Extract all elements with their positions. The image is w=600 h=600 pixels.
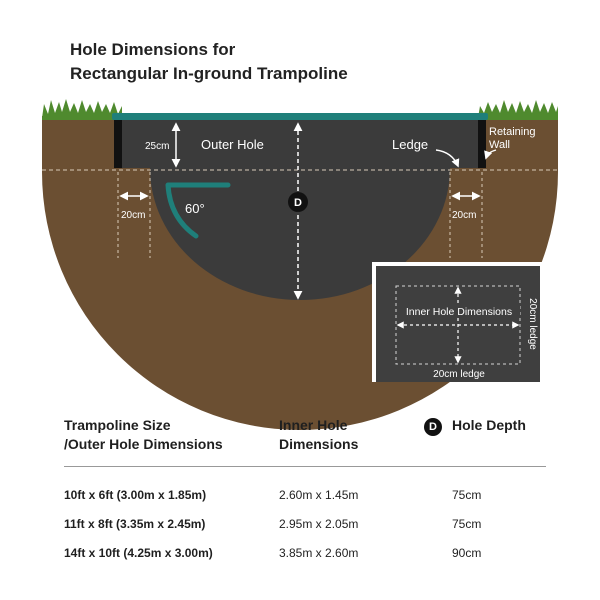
ledge-label: Ledge bbox=[392, 137, 429, 152]
retaining-wall-left bbox=[114, 118, 122, 168]
trampoline-frame bbox=[112, 113, 488, 120]
header-inner-line-2: Dimensions bbox=[279, 436, 359, 452]
ledge-left-label: 20cm bbox=[121, 210, 146, 221]
header-inner-line-1: Inner Hole bbox=[279, 417, 348, 433]
inset-bottom-label: 20cm ledge bbox=[433, 369, 485, 380]
row-3-depth: 90cm bbox=[452, 546, 482, 560]
title-line-2: Rectangular In-ground Trampoline bbox=[70, 64, 348, 83]
header-size-line-2: /Outer Hole Dimensions bbox=[64, 436, 223, 452]
row-1-inner: 2.60m x 1.45m bbox=[279, 488, 359, 502]
retaining-wall-right bbox=[478, 118, 486, 168]
row-1-size: 10ft x 6ft (3.00m x 1.85m) bbox=[64, 488, 207, 502]
ledge-right-label: 20cm bbox=[452, 210, 477, 221]
ledge-left bbox=[122, 168, 150, 174]
depth-25-label: 25cm bbox=[145, 141, 170, 152]
header-size-line-1: Trampoline Size bbox=[64, 417, 171, 433]
title-line-1: Hole Dimensions for bbox=[70, 40, 236, 59]
row-2-depth: 75cm bbox=[452, 517, 482, 531]
row-2-inner: 2.95m x 2.05m bbox=[279, 517, 359, 531]
row-3-size: 14ft x 10ft (4.25m x 3.00m) bbox=[64, 546, 213, 560]
header-depth-badge: D bbox=[424, 418, 442, 436]
outer-hole-label: Outer Hole bbox=[201, 137, 264, 152]
retaining-wall-label-2: Wall bbox=[489, 139, 510, 151]
header-depth: Hole Depth bbox=[452, 417, 526, 433]
ledge-right bbox=[450, 168, 478, 174]
inset-inner-label: Inner Hole Dimensions bbox=[405, 306, 513, 318]
top-view-inset bbox=[372, 262, 544, 382]
angle-label: 60° bbox=[185, 201, 205, 216]
inset-side-label: 20cm ledge bbox=[527, 298, 538, 350]
row-1-depth: 75cm bbox=[452, 488, 482, 502]
retaining-wall-label-1: Retaining bbox=[489, 126, 536, 138]
row-3-inner: 3.85m x 2.60m bbox=[279, 546, 359, 560]
grass-left bbox=[42, 99, 122, 120]
row-2-size: 11ft x 8ft (3.35m x 2.45m) bbox=[64, 517, 206, 531]
depth-badge-text: D bbox=[294, 197, 302, 209]
grass-right bbox=[478, 100, 558, 120]
